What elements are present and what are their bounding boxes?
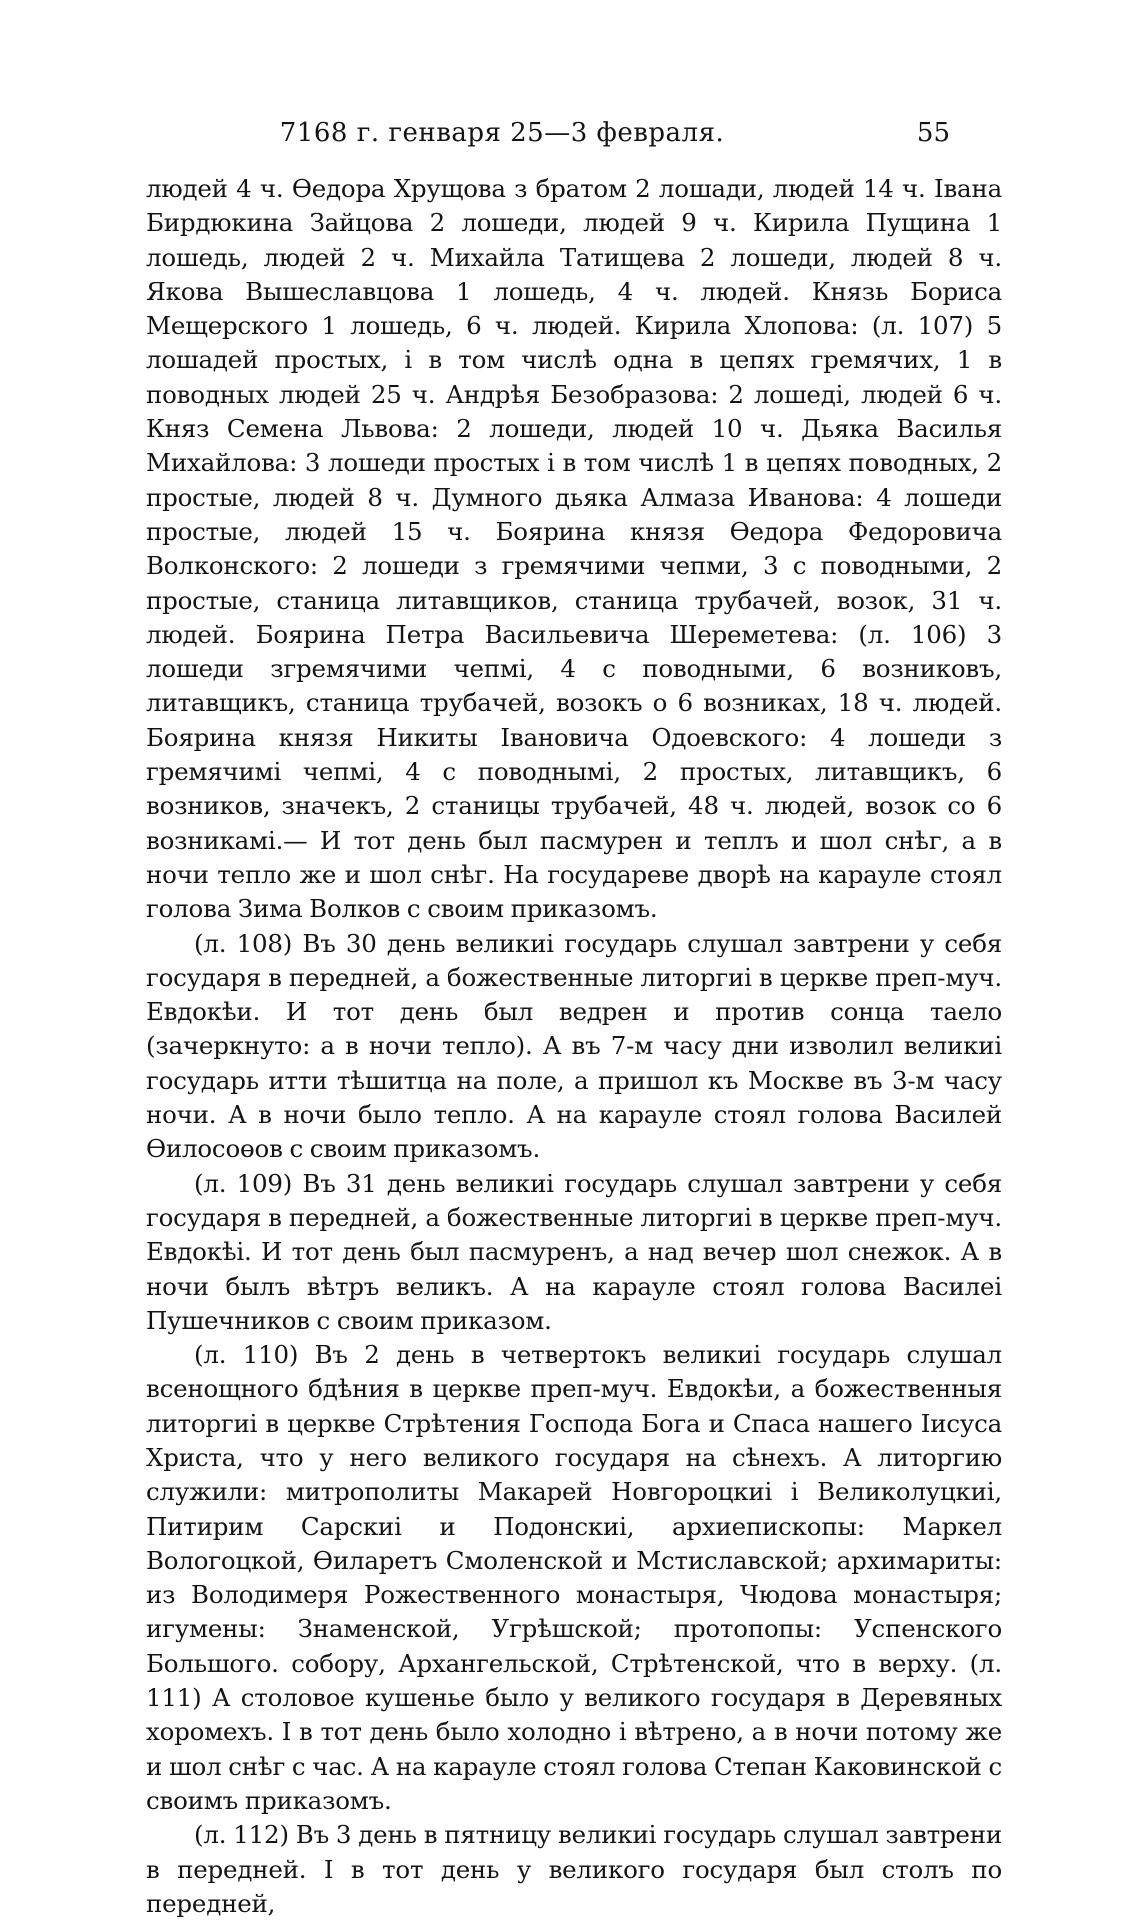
paragraph-4: (л. 110) Въ 2 день в четвертокъ великиі государь слушал всенощного бдѣния в церкве преп-муч. Евдокѣи, а божественныя литоргиі в церкве Стрѣтения Господа Бога и Спаса нашего Іисуса Христа, что у него великого государя на сѣнехъ. А литоргию служили: митрополиты Макарей Новгороцкиі і Великолуцкиі, Питирим Сарскиі и Подонскиі, архиепископы: Маркел Вологоцкой, Өиларетъ Смоленской и Мстиславской; архимариты: из Володимеря Рожественного монастыря, Чюдова монастыря; игумены: Знаменской, Угрѣшской; протопопы: Успенского Большого. собору, Архангельской, Стрѣтенской, что в верху. (л. 111) А столовое кушенье было у великого государя в Деревяных хоромехъ. І в тот день было холодно і вѣтрено, а в ночи потому же и шол снѣг с час. А на карауле стоял голова Степан Каковинской с своимъ приказомъ.	[146, 1340, 1002, 1815]
paragraph-2: (л. 108) Въ 30 день великиі государь слушал завтрени у себя государя в передней, а божественные литоргиі в церкве преп-муч. Евдокѣи. И тот день был ведрен и против сонца таело (зачеркнуто: а в ночи тепло). А въ 7-м часу дни изволил великиі государь итти тѣшитца на поле, а пришол къ Москве въ 3-м часу ночи. А в ночи было тепло. А на карауле стоял голова Василей Өилосоөов с своим приказомъ.	[146, 928, 1002, 1164]
page-number: 55	[916, 118, 950, 148]
paragraph-5: (л. 112) Въ 3 день в пятницу великиі государь слушал завтрени в передней. І в тот день у великого государя был столъ по передней,	[146, 1820, 1002, 1918]
running-title: 7168 г. генваря 25—3 февраля.	[279, 118, 725, 148]
page-header	[146, 118, 950, 158]
paragraph-3: (л. 109) Въ 31 день великиі государь слушал завтрени у себя государя в передней, а божественные литоргиі в церкве преп-муч. Евдокѣі. И тот день был пасмуренъ, а над вечер шол снежок. А в ночи былъ вѣтръ великъ. А на карауле стоял голова Василеі Пушечников с своим приказом.	[146, 1168, 1002, 1335]
paragraph-1: людей 4 ч. Өедора Хрущова з братом 2 лошади, людей 14 ч. Івана Бирдюкина Зайцова 2 лошеди, людей 9 ч. Кирила Пущина 1 лошедь, людей 2 ч. Михайла Татищева 2 лошеди, людей 8 ч. Якова Вышеславцова 1 лошедь, 4 ч. людей. Князь Бориса Мещерского 1 лошедь, 6 ч. людей. Кирила Хлопова: (л. 107) 5 лошадей простых, і в том числѣ одна в цепях гремячих, 1 в поводных людей 25 ч. Андрѣя Безобразова: 2 лошеді, людей 6 ч. Княз Семена Львова: 2 лошеди, людей 10 ч. Дьяка Василья Михайлова: 3 лошеди простых і в том числѣ 1 в цепях поводных, 2 простые, людей 8 ч. Думного дьяка Алмаза Иванова: 4 лошеди простые, людей 15 ч. Боярина князя Өедора Федоровича Волконского: 2 лошеди з гремячими чепми, 3 с поводными, 2 простые, станица литавщиков, станица трубачей, возок, 31 ч. людей. Боярина Петра Васильевича Шереметева: (л. 106) 3 лошеди згремячими чепмі, 4 с поводными, 6 возниковъ, литавщикъ, станица трубачей, возокъ о 6 возниках, 18 ч. людей. Боярина князя Никиты Івановича Одоевского: 4 лошеди з гремячимі чепмі, 4 с поводнымі, 2 простых, литавщикъ, 6 возников, значекъ, 2 станицы трубачей, 48 ч. людей, возок со 6 возникамі.— И тот день был пасмурен и теплъ и шол снѣг, а в ночи тепло же и шол снѣг. На государеве дворѣ на карауле стоял голова Зима Волков с своим приказомъ.	[146, 174, 1002, 924]
body-text	[146, 172, 1002, 1921]
